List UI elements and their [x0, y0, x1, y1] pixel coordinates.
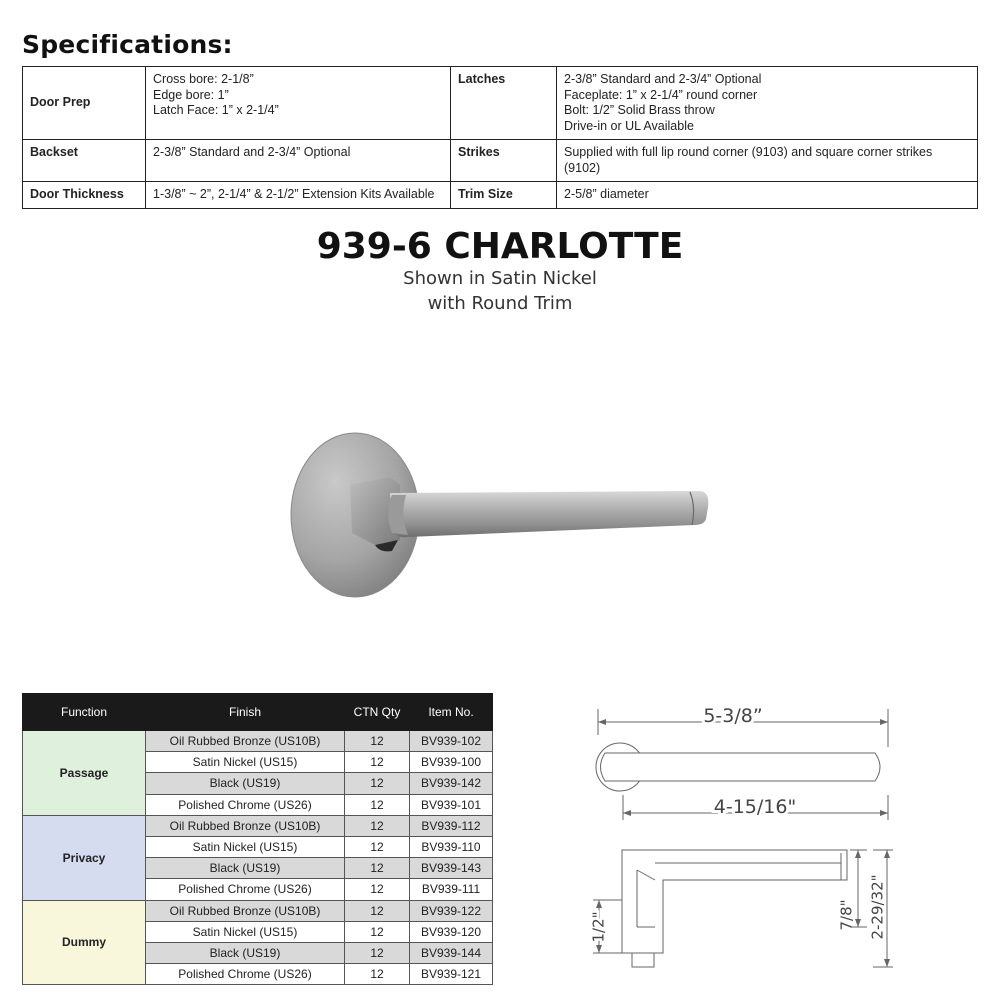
rose-offset-dimension: 1/2": [589, 911, 608, 943]
spec-label: Latches: [451, 67, 557, 140]
item-no-cell: BV939-110: [410, 836, 493, 857]
lever-length-dimension: 4-15/16": [713, 796, 797, 818]
spec-label: Door Thickness: [23, 182, 146, 209]
spec-label: Strikes: [451, 140, 557, 182]
spec-value-line: Drive-in or UL Available: [564, 118, 694, 133]
spec-label: Trim Size: [451, 182, 557, 209]
ctn-qty-cell: 12: [345, 773, 410, 794]
ctn-qty-cell: 12: [345, 794, 410, 815]
item-row: [23, 815, 493, 836]
ctn-qty-cell: 12: [345, 900, 410, 921]
finish-cell: Polished Chrome (US26): [146, 879, 345, 900]
ctn-qty-cell: 12: [345, 879, 410, 900]
ctn-qty-cell: 12: [345, 858, 410, 879]
item-no-cell: BV939-121: [410, 964, 493, 985]
header-ctn-qty: CTN Qty: [345, 694, 410, 731]
finish-cell: Black (US19): [146, 773, 345, 794]
ctn-qty-cell: 12: [345, 731, 410, 752]
item-table: [22, 693, 493, 985]
item-no-cell: BV939-144: [410, 942, 493, 963]
spec-row: [23, 140, 978, 182]
item-no-cell: BV939-102: [410, 731, 493, 752]
spec-row: [23, 67, 978, 140]
spec-value-line: 2-3/8” Standard and 2-3/4” Optional: [153, 145, 351, 159]
ctn-qty-cell: 12: [345, 752, 410, 773]
spec-value-line: Latch Face: 1” x 2-1/4”: [153, 103, 279, 117]
specifications-heading: Specifications:: [22, 30, 233, 59]
item-no-cell: BV939-142: [410, 773, 493, 794]
product-title: 939-6 CHARLOTTE: [316, 226, 684, 267]
finish-cell: Satin Nickel (US15): [146, 921, 345, 942]
header-finish: Finish: [146, 694, 345, 731]
product-subtitle-finish: Shown in Satin Nickel: [403, 268, 597, 289]
function-cell: Dummy: [23, 900, 146, 985]
ctn-qty-cell: 12: [345, 942, 410, 963]
spec-value-line: (9102): [564, 160, 601, 175]
spec-row: [23, 182, 978, 209]
spec-value: [146, 140, 451, 182]
spec-value: [557, 67, 978, 140]
finish-cell: Polished Chrome (US26): [146, 964, 345, 985]
spec-value-line: Edge bore: 1”: [153, 87, 229, 102]
finish-cell: Oil Rubbed Bronze (US10B): [146, 815, 345, 836]
overall-length-dimension: 5-3/8”: [703, 705, 763, 727]
item-no-cell: BV939-143: [410, 858, 493, 879]
ctn-qty-cell: 12: [345, 964, 410, 985]
finish-cell: Polished Chrome (US26): [146, 794, 345, 815]
finish-cell: Satin Nickel (US15): [146, 752, 345, 773]
spec-value-line: 2-3/8” Standard and 2-3/4” Optional: [564, 72, 762, 86]
lever-height-dimension: 7/8": [837, 899, 856, 931]
ctn-qty-cell: 12: [345, 836, 410, 857]
item-row: [23, 731, 493, 752]
item-no-cell: BV939-120: [410, 921, 493, 942]
spec-value-line: Faceplate: 1” x 2-1/4” round corner: [564, 87, 758, 102]
spec-value-line: 1-3/8” ~ 2”, 2-1/4” & 2-1/2” Extension Kits Available: [153, 187, 435, 201]
finish-cell: Black (US19): [146, 858, 345, 879]
spec-value-line: 2-5/8” diameter: [564, 187, 649, 201]
spec-value: [557, 182, 978, 209]
function-cell: Privacy: [23, 815, 146, 900]
item-no-cell: BV939-112: [410, 815, 493, 836]
ctn-qty-cell: 12: [345, 815, 410, 836]
item-no-cell: BV939-111: [410, 879, 493, 900]
spec-label: Backset: [23, 140, 146, 182]
item-no-cell: BV939-101: [410, 794, 493, 815]
dimension-drawing: [575, 695, 895, 985]
item-no-cell: BV939-100: [410, 752, 493, 773]
item-no-cell: BV939-122: [410, 900, 493, 921]
specifications-table: [22, 66, 978, 209]
function-cell: Passage: [23, 731, 146, 816]
product-subtitle-trim: with Round Trim: [427, 293, 573, 314]
spec-value-line: Cross bore: 2-1/8”: [153, 72, 254, 86]
header-item-no: Item No.: [410, 694, 493, 731]
spec-value: [146, 182, 451, 209]
lever-handle-photo: [280, 415, 720, 615]
finish-cell: Oil Rubbed Bronze (US10B): [146, 900, 345, 921]
ctn-qty-cell: 12: [345, 921, 410, 942]
finish-cell: Satin Nickel (US15): [146, 836, 345, 857]
header-function: Function: [23, 694, 146, 731]
spec-value: [557, 140, 978, 182]
finish-cell: Oil Rubbed Bronze (US10B): [146, 731, 345, 752]
spec-value: [146, 67, 451, 140]
spec-value-line: Supplied with full lip round corner (9103) and square corner strikes: [564, 145, 933, 159]
spec-label: Door Prep: [23, 67, 146, 140]
finish-cell: Black (US19): [146, 942, 345, 963]
projection-dimension: 2-29/32": [868, 874, 887, 940]
item-row: [23, 900, 493, 921]
spec-value-line: Bolt: 1/2” Solid Brass throw: [564, 103, 715, 117]
